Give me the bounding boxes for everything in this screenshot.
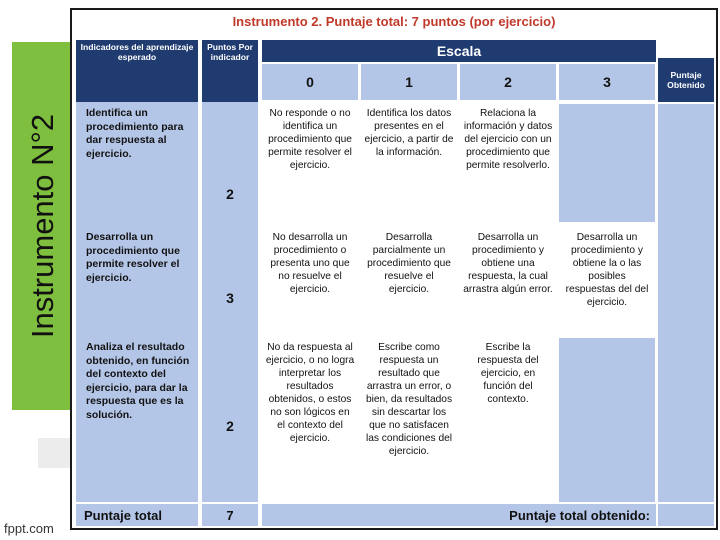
level-2-2: Desarrolla un procedimiento y obtiene una respuesta, la cual arrastra algún error. — [463, 232, 553, 295]
points-3: 2 — [226, 418, 234, 434]
brand-logo: fppt.com — [4, 521, 54, 536]
level-3-3 — [559, 338, 655, 502]
header-scale: Escala — [262, 40, 656, 62]
criterion-2: Desarrolla un procedimiento que permite resolver el ejercicio. — [86, 231, 180, 284]
level-2-1: Desarrolla parcialmente un procedimiento que resuelve el ejercicio. — [367, 232, 451, 295]
scale-level-2: 2 — [460, 64, 556, 100]
header-indicators: Indicadores del aprendizaje esperado — [76, 40, 198, 110]
slide-title-container — [10, 42, 76, 410]
level-2-3: Desarrolla un procedimiento y obtiene la o las posibles respuestas del del ejercicio. — [565, 232, 649, 308]
points-1: 2 — [226, 186, 234, 202]
level-1-2: Relaciona la información y datos del ejercicio con un procedimiento que permite resolverlo. — [463, 108, 553, 171]
total-label: Puntaje total — [76, 504, 198, 526]
scale-level-3: 3 — [559, 64, 655, 100]
level-1-0: No responde o no identifica un procedimiento que permite resolver el ejercicio. — [268, 108, 352, 171]
document-title: Instrumento 2. Puntaje total: 7 puntos (por ejercicio) — [232, 14, 556, 29]
criterion-3: Analiza el resultado obtenido, en función del contexto del ejercicio, para dar la respuesta que es la solución. — [86, 341, 190, 421]
decorative-fragment — [38, 438, 74, 468]
points-2: 3 — [226, 290, 234, 306]
header-score: Puntaje Obtenido — [658, 58, 714, 102]
level-1-1: Identifica los datos presentes en el ejercicio, a partir de la información. — [364, 108, 454, 158]
total-value: 7 — [202, 504, 258, 526]
obtained-value-box — [658, 504, 714, 526]
level-1-3 — [559, 104, 655, 222]
header-points: Puntos Por indicador — [202, 40, 258, 110]
rubric-document — [70, 8, 718, 530]
level-3-2: Escribe la respuesta del ejercicio, en función del contexto. — [477, 342, 539, 405]
level-2-0: No desarrolla un procedimiento o presenta uno que no resuelve el ejercicio. — [270, 232, 350, 295]
level-3-1: Escribe como respuesta un resultado que arrastra un error, o bien, da resultados sin descartar los que no satisfacen las condiciones del ejercicio. — [365, 342, 453, 457]
level-3-0: No da respuesta al ejercicio, o no logra interpretar los resultados obtenidos, o estos no son lógicos en el contexto del ejercicio. — [265, 342, 355, 444]
obtained-label: Puntaje total obtenido: — [262, 504, 656, 526]
scale-level-0: 0 — [262, 64, 358, 100]
criterion-1: Identifica un procedimiento para dar respuesta al ejercicio. — [86, 107, 184, 160]
scale-level-1: 1 — [361, 64, 457, 100]
score-column — [658, 104, 714, 502]
slide-title: Instrumento N°2 — [25, 113, 61, 339]
